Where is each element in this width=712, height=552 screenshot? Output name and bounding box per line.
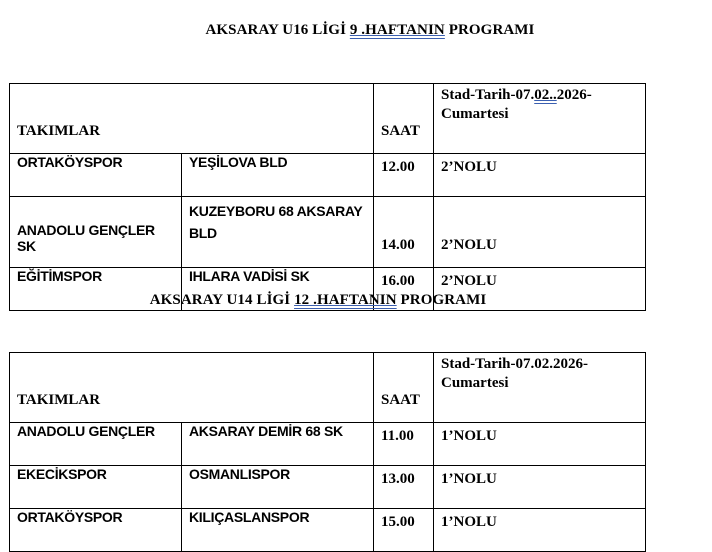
table-row <box>10 509 646 552</box>
u16-title-prefix: AKSARAY U16 LİGİ <box>205 22 350 38</box>
match-venue: 1’NOLU <box>434 423 646 466</box>
u14-title <box>0 292 674 309</box>
venue-header-date: Stad-Tarih-07.02.2026- <box>441 356 588 372</box>
away-team: YEŞİLOVA BLD <box>182 154 374 197</box>
u16-title <box>14 22 712 39</box>
u14-title-suffix: PROGRAMI <box>396 292 487 308</box>
away-team: IHLARA VADİSİ SK <box>182 268 374 311</box>
u16-title-week: 9 .HAFTANIN <box>349 22 445 38</box>
table-header-row <box>10 84 646 154</box>
venue-header-day: Cumartesi <box>441 106 509 122</box>
u16-title-suffix: PROGRAMI <box>444 22 535 38</box>
match-venue: 2’NOLU <box>434 268 646 311</box>
home-team: ORTAKÖYSPOR <box>10 509 182 552</box>
match-venue: 1’NOLU <box>434 466 646 509</box>
venue-header-part: 2026- <box>556 87 592 103</box>
match-time: 13.00 <box>374 466 434 509</box>
teams-header: TAKIMLAR <box>10 353 374 423</box>
table-row <box>10 423 646 466</box>
venue-header-day: Cumartesi <box>441 375 509 391</box>
home-team: ANADOLU GENÇLER SK <box>10 197 182 268</box>
match-time: 14.00 <box>374 197 434 268</box>
match-time: 15.00 <box>374 509 434 552</box>
u14-title-week: 12 .HAFTANIN <box>294 292 397 308</box>
away-team: KUZEYBORU 68 AKSARAY BLD <box>182 197 374 268</box>
table-row <box>10 154 646 197</box>
match-venue: 2’NOLU <box>434 154 646 197</box>
home-team: ORTAKÖYSPOR <box>10 154 182 197</box>
match-venue: 2’NOLU <box>434 197 646 268</box>
u14-title-prefix: AKSARAY U14 LİGİ <box>149 292 295 308</box>
away-team: KILIÇASLANSPOR <box>182 509 374 552</box>
venue-date-header <box>434 84 646 154</box>
venue-header-part: Stad-Tarih-07. <box>441 87 535 103</box>
teams-header: TAKIMLAR <box>10 84 374 154</box>
table-header-row <box>10 353 646 423</box>
away-team: AKSARAY DEMİR 68 SK <box>182 423 374 466</box>
match-time: 12.00 <box>374 154 434 197</box>
home-team: EĞİTİMSPOR <box>10 268 182 311</box>
table-row <box>10 197 646 268</box>
time-header: SAAT <box>374 353 434 423</box>
u14-schedule-table <box>9 352 646 552</box>
u16-schedule-table <box>9 83 646 311</box>
venue-header-part: 02.. <box>534 87 557 103</box>
table-row <box>10 466 646 509</box>
match-time: 16.00 <box>374 268 434 311</box>
time-header: SAAT <box>374 84 434 154</box>
away-team: OSMANLISPOR <box>182 466 374 509</box>
venue-date-header <box>434 353 646 423</box>
home-team: EKECİKSPOR <box>10 466 182 509</box>
match-venue: 1’NOLU <box>434 509 646 552</box>
home-team: ANADOLU GENÇLER <box>10 423 182 466</box>
match-time: 11.00 <box>374 423 434 466</box>
